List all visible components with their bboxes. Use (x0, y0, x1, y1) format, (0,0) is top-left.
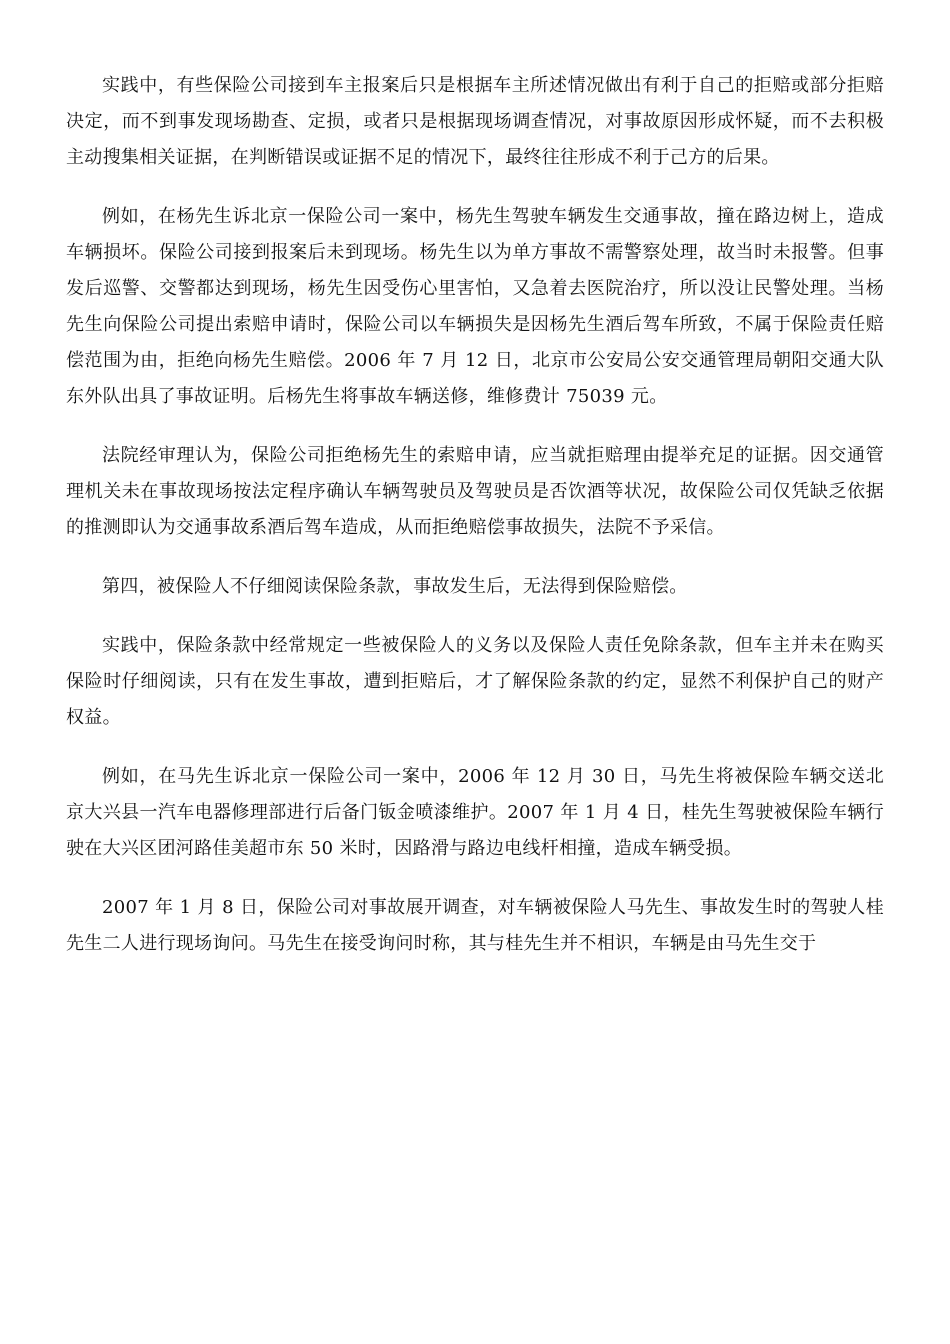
paragraph-investigation: 2007 年 1 月 8 日，保险公司对事故展开调查，对车辆被保险人马先生、事故发生时的驾驶人桂先生二人进行现场询问。马先生在接受询问时称，其与桂先生并不相识，车辆是由马先生交于 (66, 897, 884, 954)
paragraph-practice-clauses: 实践中，保险条款中经常规定一些被保险人的义务以及保险人责任免除条款，但车主并未在购买保险时仔细阅读，只有在发生事故，遭到拒赔后，才了解保险条款的约定，显然不利保护自己的财产权益。 (66, 635, 884, 728)
paragraph-court-ruling: 法院经审理认为，保险公司拒绝杨先生的索赔申请，应当就拒赔理由提举充足的证据。因交通管理机关未在事故现场按法定程序确认车辆驾驶员及驾驶员是否饮酒等状况，故保险公司仅凭缺乏依据的推测即认为交通事故系酒后驾车造成，从而拒绝赔偿事故损失，法院不予采信。 (66, 445, 884, 538)
paragraph-case-yang: 例如，在杨先生诉北京一保险公司一案中，杨先生驾驶车辆发生交通事故，撞在路边树上，造成车辆损坏。保险公司接到报案后未到现场。杨先生以为单方事故不需警察处理，故当时未报警。但事发后巡警、交警都达到现场，杨先生因受伤心里害怕，又急着去医院治疗，所以没让民警处理。当杨先生向保险公司提出索赔申请时，保险公司以车辆损失是因杨先生酒后驾车所致，不属于保险责任赔偿范围为由，拒绝向杨先生赔偿。2006 年 7 月 12 日，北京市公安局公安交通管理局朝阳交通大队东外队出具了事故证明。后杨先生将事故车辆送修，维修费计 75039 元。 (66, 206, 884, 407)
paragraph-case-ma: 例如，在马先生诉北京一保险公司一案中，2006 年 12 月 30 日，马先生将被保险车辆交送北京大兴县一汽车电器修理部进行后备门钣金喷漆维护。2007 年 1 月 4 日，桂先生驾驶被保险车辆行驶在大兴区团河路佳美超市东 50 米时，因路滑与路边电线杆相撞，造成车辆受损。 (66, 766, 884, 859)
paragraph-practice-refusal: 实践中，有些保险公司接到车主报案后只是根据车主所述情况做出有利于自己的拒赔或部分拒赔决定，而不到事发现场勘查、定损，或者只是根据现场调查情况，对事故原因形成怀疑，而不去积极主动搜集相关证据，在判断错误或证据不足的情况下，最终往往形成不利于己方的后果。 (66, 75, 884, 168)
paragraph-point-four: 第四，被保险人不仔细阅读保险条款，事故发生后，无法得到保险赔偿。 (102, 576, 688, 597)
